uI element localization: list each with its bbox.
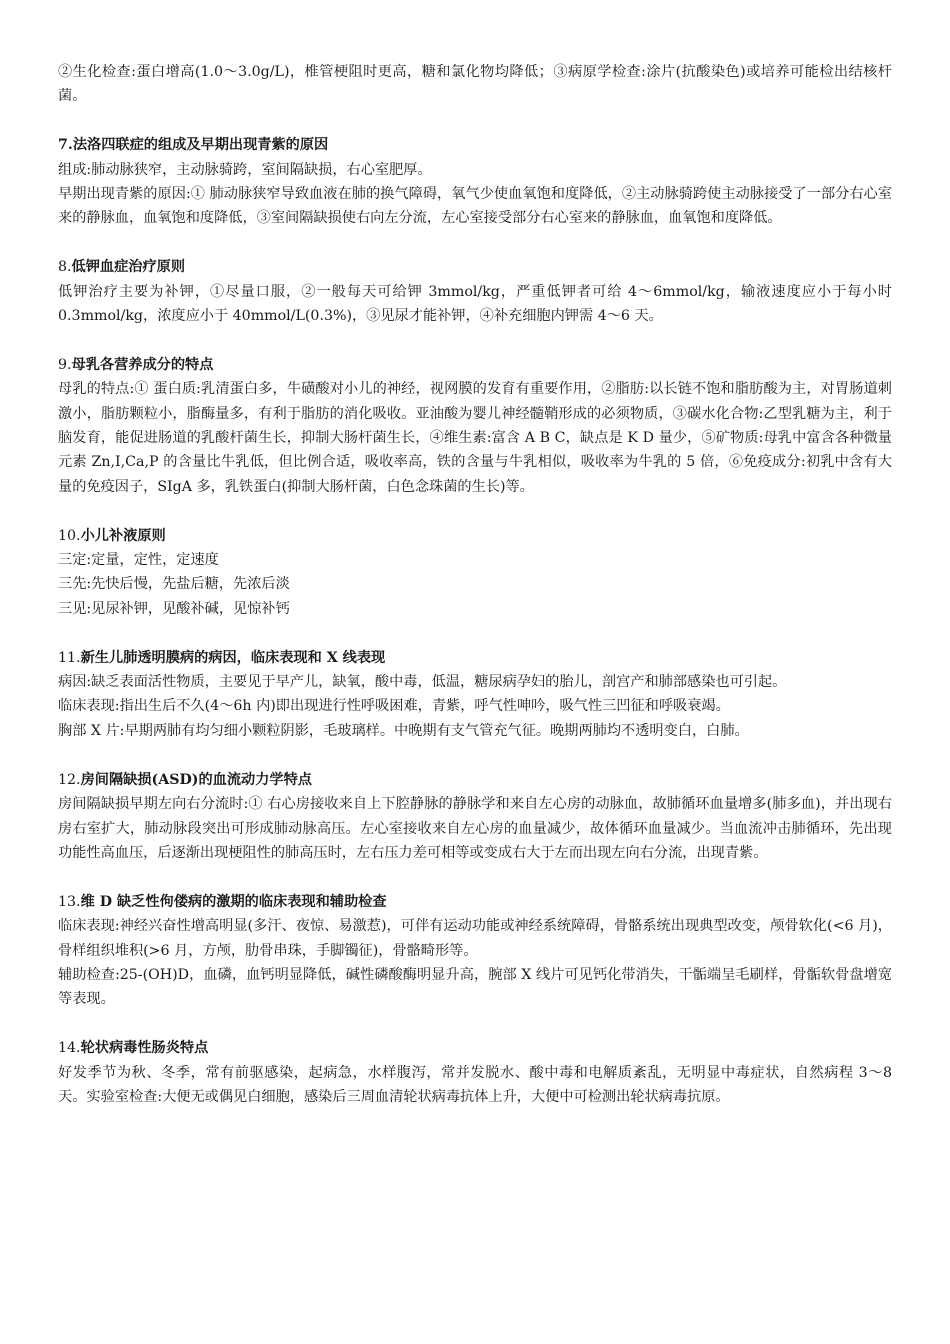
section-title: 房间隔缺损(ASD)的血流动力学特点 [80, 771, 312, 788]
section-number: 7. [58, 137, 73, 154]
section-paragraph: 三定:定量，定性，定速度 [58, 552, 219, 569]
section-paragraph: 组成:肺动脉狭窄，主动脉骑跨，室间隔缺损，右心室肥厚。 [58, 161, 432, 178]
section-12 [58, 768, 892, 866]
section-paragraph: 三见:见尿补钾，见酸补碱，见惊补钙 [58, 600, 290, 617]
section-title: 轮状病毒性肠炎特点 [80, 1040, 209, 1057]
section-heading [58, 890, 892, 914]
section-paragraph: 临床表现:指出生后不久(4～6h 内)即出现进行性呼吸困难，青紫，呼气性呻吟，吸气性三凹征和呼吸衰竭。 [58, 698, 730, 715]
section-number: 13. [58, 893, 81, 910]
section-number: 14. [58, 1040, 81, 1057]
section-number: 11. [58, 649, 81, 666]
section-8 [58, 255, 892, 328]
intro-paragraph: ②生化检查:蛋白增高(1.0～3.0g/L)，椎管梗阻时更高，糖和氯化物均降低；③病原学检查:涂片(抗酸染色)或培养可能检出结核杆菌。 [58, 64, 892, 105]
section-number: 12. [58, 771, 81, 788]
section-heading [58, 255, 892, 279]
section-7 [58, 133, 892, 231]
section-heading [58, 768, 892, 792]
section-heading [58, 353, 892, 377]
section-title: 新生儿肺透明膜病的病因，临床表现和 X 线表现 [80, 649, 386, 666]
section-heading [58, 646, 892, 670]
section-heading [58, 524, 892, 548]
section-title: 小儿补液原则 [80, 527, 166, 544]
section-11 [58, 646, 892, 744]
section-13 [58, 890, 892, 1012]
section-number: 10. [58, 527, 81, 544]
section-14 [58, 1036, 892, 1109]
section-paragraph: 胸部 X 片:早期两肺有均匀细小颗粒阴影，毛玻璃样。中晚期有支气管充气征。晚期两肺均不透明变白，白肺。 [58, 722, 749, 739]
section-paragraph: 三先:先快后慢，先盐后糖，先浓后淡 [58, 576, 290, 593]
section-9 [58, 353, 892, 499]
section-10 [58, 524, 892, 622]
section-title: 维 D 缺乏性佝偻病的激期的临床表现和辅助检查 [80, 893, 387, 910]
section-paragraph: 病因:缺乏表面活性物质，主要见于早产儿，缺氧，酸中毒，低温，糖尿病孕妇的胎儿，剖宫产和肺部感染也可引起。 [58, 674, 787, 691]
section-number: 9. [58, 356, 72, 373]
section-heading [58, 1036, 892, 1060]
section-title: 母乳各营养成分的特点 [71, 356, 214, 373]
intro-block [58, 60, 892, 109]
section-paragraph: 低钾治疗主要为补钾，①尽量口服，②一般每天可给钾 3mmol/kg，严重低钾者可给 4～6mmol/kg，输液速度应小于每小时 0.3mmol/kg，浓度应小于 40mmol/L(0.3%)，③见尿才能补钾，④补充细胞内钾需 4～6 天。 [58, 283, 892, 325]
section-title: 法洛四联症的组成及早期出现青紫的原因 [72, 137, 329, 154]
section-heading [58, 133, 892, 157]
section-number: 8. [58, 259, 72, 276]
section-paragraph: 好发季节为秋、冬季，常有前驱感染，起病急，水样腹泻，常并发脱水、酸中毒和电解质紊乱，无明显中毒症状，自然病程 3～8 天。实验室检查:大便无或偶见白细胞，感染后三周血清轮状病毒抗体上升，大便中可检测出轮状病毒抗原。 [58, 1064, 892, 1105]
section-title: 低钾血症治疗原则 [71, 259, 186, 276]
section-paragraph: 母乳的特点:① 蛋白质:乳清蛋白多，牛磺酸对小儿的神经，视网膜的发育有重要作用，②脂肪:以长链不饱和脂肪酸为主，对胃肠道刺激小，脂肪颗粒小，脂酶量多，有利于脂肪的消化吸收。亚油酸为婴儿神经髓鞘形成的必须物质，③碳水化合物:乙型乳糖为主，利于脑发育，能促进肠道的乳酸杆菌生长，抑制大肠杆菌生长，④维生素:富含 A B C，缺点是 K D 量少，⑤矿物质:母乳中富含各种微量元素 Zn,I,Ca,P 的含量比牛乳低，但比例合适，吸收率高，铁的含量与牛乳相似，吸收率为牛乳的 5 倍，⑥免疫成分:初乳中含有大量的免疫因子，SIgA 多，乳铁蛋白(抑制大肠杆菌，白色念珠菌的生长)等。 [58, 381, 892, 495]
section-paragraph: 临床表现:神经兴奋性增高明显(多汗、夜惊、易激惹)，可伴有运动功能或神经系统障碍，骨骼系统出现典型改变，颅骨软化(<6 月)，骨样组织堆积(>6 月，方颅，肋骨串珠，手脚镯征)，骨骼畸形等。 [58, 918, 892, 959]
section-paragraph: 早期出现青紫的原因:① 肺动脉狭窄导致血液在肺的换气障碍，氧气少使血氧饱和度降低，②主动脉骑跨使主动脉接受了一部分右心室来的静脉血，血氧饱和度降低，③室间隔缺损使右向左分流，左心室接受部分右心室来的静脉血，血氧饱和度降低。 [58, 186, 892, 227]
section-paragraph: 房间隔缺损早期左向右分流时:① 右心房接收来自上下腔静脉的静脉学和来自左心房的动脉血，故肺循环血量增多(肺多血)，并出现右房右室扩大，肺动脉段突出可形成肺动脉高压。左心室接收来自左心房的血量减少，故体循环血量减少。当血流冲击肺循环，先出现功能性高血压，后逐渐出现梗阻性的肺高压时，左右压力差可相等或变成右大于左而出现左向右分流，出现青紫。 [58, 796, 892, 861]
section-paragraph: 辅助检查:25-(OH)D，血磷，血钙明显降低，碱性磷酸酶明显升高，腕部 X 线片可见钙化带消失，干骺端呈毛刷样，骨骺软骨盘增宽等表现。 [58, 966, 892, 1008]
